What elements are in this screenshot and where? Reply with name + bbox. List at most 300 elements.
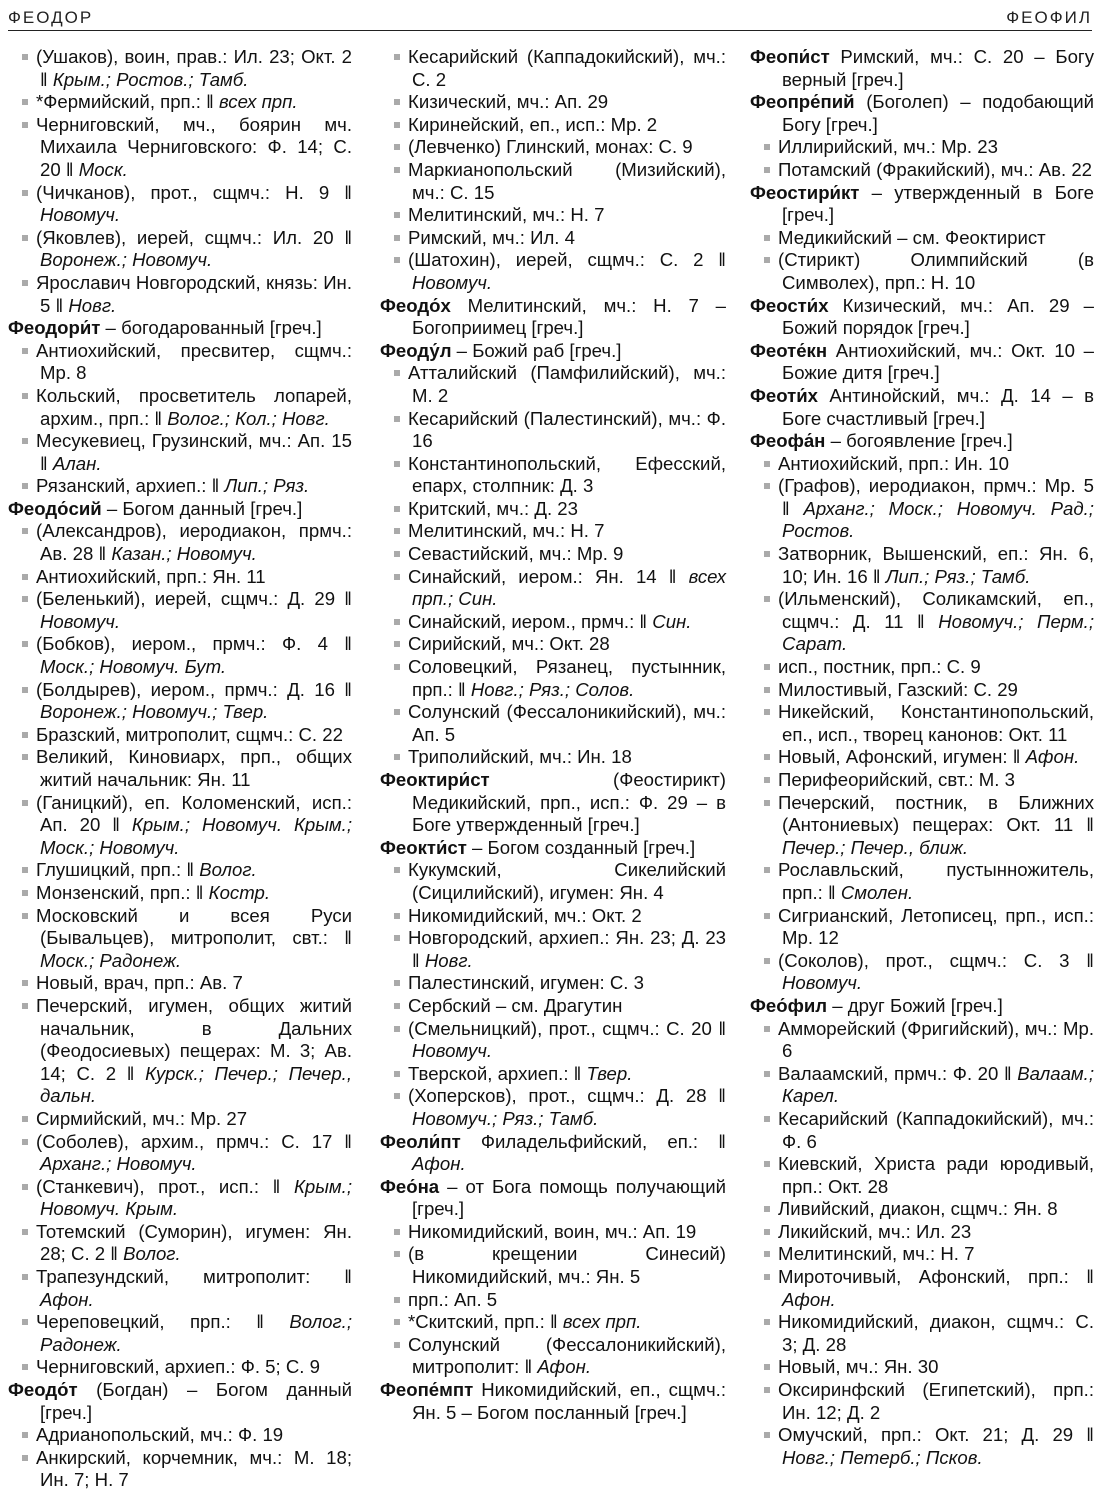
entry-text: Солунский (Фессалоникийский), мч.: Ап. 5: [408, 701, 726, 745]
square-bullet-icon: [22, 190, 28, 196]
region-list: Афон.: [537, 1356, 591, 1378]
entry-text: Никейский, Константинопольский, еп., исп., творец канонов: Окт. 11: [778, 701, 1094, 745]
headword: Феодо́сий: [8, 497, 102, 519]
header-right-word: ФЕОФИЛ: [1006, 8, 1092, 27]
sub-entry: (Хоперсков), прот., сщмч.: Д. 28 ‖ Новомуч.; Ряз.; Тамб.: [380, 1085, 726, 1130]
column-2: [380, 46, 726, 1424]
entry-text: (Смельницкий), прот., сщмч.: С. 20: [408, 1017, 712, 1039]
entry-text: Московский и всея Руси (Бывальцев), митрополит, свт.:: [36, 904, 352, 949]
sub-entry: Рославльский, пустынножитель, прп.: ‖ Смолен.: [750, 859, 1094, 904]
sub-entry: [8, 724, 352, 747]
sub-entry: [380, 114, 726, 137]
square-bullet-icon: [22, 574, 28, 580]
region-list: Казан.; Новомуч.: [111, 543, 257, 565]
entry-text: Валаамский, прмч.: Ф. 20: [778, 1062, 999, 1084]
sub-entry: [750, 656, 1094, 679]
square-bullet-icon: [394, 506, 400, 512]
region-list: всех прп.; Син.: [412, 565, 727, 610]
sub-entry: Мироточивый, Афонский, прп.: ‖ Афон.: [750, 1266, 1094, 1311]
headword-entry: [750, 182, 1094, 227]
entry-text: – от Бога помощь получающий [греч.]: [412, 1175, 726, 1220]
square-bullet-icon: [22, 800, 28, 806]
entry-text: Константинопольский, Ефесский, епарх, столпник: Д. 3: [408, 452, 726, 497]
entry-text: Никомидийский, воин, мч.: Ап. 19: [408, 1220, 697, 1242]
sub-entry: [750, 159, 1094, 182]
entry-text: Сирийский, мч.: Окт. 28: [408, 633, 610, 655]
entry-text: Великий, Киновиарх, прп., общих житий начальник: Ян. 11: [36, 746, 352, 790]
sub-entry: [8, 1356, 352, 1379]
sub-entry: [380, 159, 726, 204]
square-bullet-icon: [22, 1139, 28, 1145]
region-list: Крым.; Новомуч. Крым.; Моск.; Новомуч.: [40, 814, 353, 858]
sub-entry: Черниговский, мч., боярин мч. Михаила Черниговского: Ф. 14; С. 20 ‖ Моск.: [8, 114, 352, 182]
entry-text: (Феостирикт) Медикийский, прп., исп.: Ф. 29 – в Боге утвержденный [греч.]: [412, 769, 726, 836]
sub-entry: [750, 769, 1094, 792]
sub-entry: [380, 746, 726, 769]
headword: Феоте́кн: [750, 339, 828, 361]
region-list: Твер.: [586, 1062, 633, 1084]
headword-entry: [380, 1379, 726, 1424]
square-bullet-icon: [764, 235, 770, 241]
region-list: Новомуч.: [40, 610, 121, 632]
entry-text: Мелитинский, мч.: Н. 7: [408, 204, 605, 226]
headword: Феофа́н: [750, 430, 826, 452]
entry-text: Никомидийский, диакон, сщмч.: С. 3; Д. 28: [778, 1311, 1094, 1355]
running-header: [8, 4, 1092, 31]
square-bullet-icon: [22, 1116, 28, 1122]
entry-text: Месукевиец, Грузинский, мч.: Ап. 15: [36, 430, 352, 452]
entry-text: (Соколов), прот., сщмч.: С. 3: [778, 949, 1070, 971]
entry-text: Черниговский, архиеп.: Ф. 5; С. 9: [36, 1356, 320, 1378]
square-bullet-icon: [764, 913, 770, 919]
entry-text: Соловецкий, Рязанец, пустынник, прп.:: [408, 656, 726, 700]
square-bullet-icon: [394, 528, 400, 534]
region-list: Лип.; Ряз.; Тамб.: [885, 565, 1031, 587]
entry-text: Новый, Афонский, игумен:: [778, 746, 1008, 768]
entry-text: Солунский (Фессалоникийский), митрополит:: [408, 1333, 726, 1378]
sub-entry: (Ильменский), Соликамский, еп., сщмч.: Д. 11 ‖ Новомуч.; Перм.; Сарат.: [750, 588, 1094, 656]
square-bullet-icon: [22, 528, 28, 534]
entry-text: Палестинский, игумен: С. 3: [408, 972, 644, 994]
entry-text: Бразский, митрополит, сщмч.: С. 22: [36, 723, 343, 745]
headword: Феоти́х: [750, 384, 818, 406]
square-bullet-icon: [394, 574, 400, 580]
square-bullet-icon: [764, 958, 770, 964]
entry-text: прп.: Ап. 5: [408, 1288, 498, 1310]
square-bullet-icon: [394, 212, 400, 218]
square-bullet-icon: [394, 144, 400, 150]
sub-entry: (Соколов), прот., сщмч.: С. 3 ‖ Новомуч.: [750, 950, 1094, 995]
square-bullet-icon: [764, 483, 770, 489]
sub-entry: [8, 1447, 352, 1492]
entry-text: Трапезундский, митрополит:: [36, 1266, 311, 1288]
sub-entry: [380, 543, 726, 566]
square-bullet-icon: [22, 1364, 28, 1370]
sub-entry: [8, 340, 352, 385]
headword: Феоду́л: [380, 339, 452, 361]
headword: Феодо́т: [8, 1379, 78, 1401]
entry-text: Филадельфийский, еп.:: [460, 1130, 699, 1152]
square-bullet-icon: [394, 1297, 400, 1303]
entry-text: Римский, мч.: Ил. 4: [408, 226, 575, 248]
square-bullet-icon: [764, 754, 770, 760]
square-bullet-icon: [764, 709, 770, 715]
entry-text: (в крещении Синесий) Никомидийский, мч.: Ян. 5: [408, 1243, 726, 1288]
sub-entry: [380, 1221, 726, 1244]
headword-entry: [8, 1379, 352, 1424]
region-list: Валаам.; Карел.: [782, 1062, 1095, 1107]
square-bullet-icon: [764, 1319, 770, 1325]
entry-text: Анкирский, корчемник, мч.: М. 18; Ин. 7; Н. 7: [36, 1446, 352, 1491]
entry-text: Перифеорийский, свт.: М. 3: [778, 769, 1015, 790]
entry-text: Антиохийский, прп.: Ин. 10: [778, 452, 1009, 474]
entry-text: (Ганицкий), еп. Коломенский, исп.: Ап. 20: [36, 791, 352, 836]
sub-entry: [380, 1289, 726, 1312]
entry-text: Ярославич Новгородский, князь: Ин. 5: [36, 271, 352, 316]
entry-text: – Богом созданный [греч.]: [466, 836, 696, 858]
square-bullet-icon: [394, 709, 400, 715]
region-list: Воронеж.; Новомуч.: [40, 249, 213, 271]
square-bullet-icon: [22, 54, 28, 60]
region-list: Новомуч.: [782, 972, 863, 994]
sub-entry: Омучский, прп.: Окт. 21; Д. 29 ‖ Новг.; Петерб.; Псков.: [750, 1424, 1094, 1469]
entry-text: Ливийский, диакон, сщмч.: Ян. 8: [778, 1198, 1058, 1220]
entry-text: Новый, врач, прп.: Ав. 7: [36, 972, 243, 994]
region-list: Новг.: [424, 949, 473, 971]
region-list: Воронеж.; Новомуч.; Твер.: [40, 701, 269, 723]
entry-text: Антиохийский, пресвитер, сщмч.: Мр. 8: [36, 339, 352, 384]
sub-entry: Глушицкий, прп.: ‖ Волог.: [8, 859, 352, 882]
entry-text: Кизический, мч.: Ап. 29 – Божий порядок [греч.]: [782, 294, 1094, 339]
sub-entry: [750, 701, 1094, 746]
entry-text: Иллирийский, мч.: Мр. 23: [778, 136, 998, 158]
entry-text: Киринейский, еп., исп.: Мр. 2: [408, 113, 658, 135]
region-list: Волог.: [199, 859, 257, 881]
headword-entry: Феоли́пт Филадельфийский, еп.: ‖ Афон.: [380, 1130, 726, 1175]
square-bullet-icon: [394, 235, 400, 241]
sub-entry: (Болдырев), иером., прмч.: Д. 16 ‖ Воронеж.; Новомуч.; Твер.: [8, 679, 352, 724]
region-list: Афон.: [40, 1288, 94, 1310]
sub-entry: [8, 566, 352, 589]
headword-entry: [750, 340, 1094, 385]
square-bullet-icon: [394, 980, 400, 986]
entry-text: Маркианопольский (Мизийский), мч.: С. 15: [408, 158, 726, 203]
square-bullet-icon: [22, 890, 28, 896]
region-list: Афон.: [1025, 746, 1080, 768]
region-list: Смолен.: [840, 881, 914, 903]
square-bullet-icon: [22, 438, 28, 444]
entry-text: Новгородский, архиеп.: Ян. 23; Д. 23: [408, 927, 726, 949]
region-list: Костр.: [208, 881, 270, 903]
entry-text: Севастийский, мч.: Мр. 9: [408, 543, 624, 565]
square-bullet-icon: [394, 1229, 400, 1235]
sub-entry: [750, 1311, 1094, 1356]
headword-entry: [380, 1176, 726, 1221]
square-bullet-icon: [394, 1071, 400, 1077]
square-bullet-icon: [764, 1026, 770, 1032]
entry-text: Рославльский, пустынножитель, прп.:: [778, 859, 1094, 903]
sub-entry: Валаамский, прмч.: Ф. 20 ‖ Валаам.; Карел.: [750, 1063, 1094, 1108]
square-bullet-icon: [394, 754, 400, 760]
region-list: Волог.; Радонеж.: [40, 1311, 352, 1355]
sub-entry: [750, 1356, 1094, 1379]
sub-entry: (Графов), иеродиакон, прмч.: Мр. 5 ‖ Арханг.; Моск.; Новомуч. Рад.; Ростов.: [750, 475, 1094, 543]
square-bullet-icon: [764, 596, 770, 602]
square-bullet-icon: [22, 687, 28, 693]
sub-entry: [380, 520, 726, 543]
entry-text: Сербский – см. Драгутин: [408, 994, 623, 1016]
entry-text: Ликийский, мч.: Ил. 23: [778, 1220, 972, 1242]
entry-text: Синайский, иером.: Ян. 14: [408, 565, 657, 587]
square-bullet-icon: [764, 1071, 770, 1077]
region-list: Новг.; Ряз.; Солов.: [470, 678, 635, 700]
sub-entry: *Фермийский, прп.: ‖ всех прп.: [8, 91, 352, 114]
header-left-word: ФЕОДОР: [8, 8, 94, 27]
square-bullet-icon: [394, 54, 400, 60]
region-list: Новомуч.; Ряз.; Тамб.: [412, 1107, 599, 1129]
sub-entry: [380, 453, 726, 498]
sub-entry: Ярославич Новгородский, князь: Ин. 5 ‖ Новг.: [8, 272, 352, 317]
sub-entry: [750, 1221, 1094, 1244]
region-list: Моск.; Радонеж.: [40, 949, 182, 971]
sub-entry: Новгородский, архиеп.: Ян. 23; Д. 23 ‖ Новг.: [380, 927, 726, 972]
sub-entry: Московский и всея Руси (Бывальцев), митрополит, свт.: ‖ Моск.; Радонеж.: [8, 905, 352, 973]
entry-text: Новый, мч.: Ян. 30: [778, 1356, 939, 1378]
sub-entry: [380, 498, 726, 521]
headword-entry: [380, 837, 726, 860]
entry-text: – богодарованный [греч.]: [100, 317, 322, 339]
square-bullet-icon: [764, 1229, 770, 1235]
square-bullet-icon: [764, 144, 770, 150]
square-bullet-icon: [22, 1319, 28, 1325]
entry-text: Синайский, иером., прмч.:: [408, 610, 635, 632]
entry-text: (Левченко) Глинский, монах: С. 9: [408, 136, 693, 158]
region-list: Курск.; Печер.; Печер., дальн.: [40, 1062, 352, 1107]
sub-entry: [8, 746, 352, 791]
square-bullet-icon: [22, 348, 28, 354]
entry-text: Критский, мч.: Д. 23: [408, 497, 578, 519]
entry-text: (Болдырев), иером., прмч.: Д. 16: [36, 678, 335, 700]
headword: Феопре́пий: [750, 91, 855, 113]
entry-text: исп., постник, прп.: С. 9: [778, 656, 981, 678]
sub-entry: Печерский, игумен, общих житий начальник, в Дальних (Феодосиевых) пещерах: М. 3; Ав. 14; С. 2 ‖ Курск.; Печер.; Печер., дальн.: [8, 995, 352, 1108]
headword: Феодо́х: [380, 294, 451, 316]
headword-entry: [380, 769, 726, 837]
square-bullet-icon: [394, 1342, 400, 1348]
entry-text: Римский, мч.: С. 20 – Богу верный [греч.]: [782, 46, 1094, 90]
square-bullet-icon: [764, 664, 770, 670]
sub-entry: (Станкевич), прот., исп.: ‖ Крым.; Новомуч. Крым.: [8, 1176, 352, 1221]
square-bullet-icon: [394, 257, 400, 263]
region-list: Син.: [652, 610, 692, 632]
entry-text: (Графов), иеродиакон, прмч.: Мр. 5: [778, 475, 1094, 497]
entry-text: Монзенский, прп.:: [36, 881, 191, 903]
square-bullet-icon: [22, 393, 28, 399]
sub-entry: (Ганицкий), еп. Коломенский, исп.: Ап. 20 ‖ Крым.; Новомуч. Крым.; Моск.; Новомуч.: [8, 792, 352, 860]
entry-text: (Яковлев), иерей, сщмч.: Ил. 20: [36, 226, 334, 248]
sub-entry: [750, 679, 1094, 702]
entry-text: Никомидийский, еп., сщмч.: Ян. 5 – Богом посланный [греч.]: [412, 1379, 726, 1423]
square-bullet-icon: [394, 1093, 400, 1099]
entry-text: Потамский (Фракийский), мч.: Ав. 22: [778, 158, 1093, 180]
sub-entry: (Чичканов), прот., сщмч.: Н. 9 ‖ Новомуч.: [8, 182, 352, 227]
sub-entry: [380, 204, 726, 227]
sub-entry: (Беленький), иерей, сщмч.: Д. 29 ‖ Новомуч.: [8, 588, 352, 633]
region-list: Новг.; Петерб.; Псков.: [782, 1446, 983, 1468]
sub-entry: [380, 633, 726, 656]
region-list: Афон.: [782, 1288, 836, 1310]
sub-entry: (Яковлев), иерей, сщмч.: Ил. 20 ‖ Воронеж.; Новомуч.: [8, 227, 352, 272]
entry-text: Печерский, игумен, общих житий начальник, в Дальних (Феодосиевых) пещерах: М. 3; Ав. 14; С. 2: [36, 994, 352, 1084]
headword-entry: [380, 340, 726, 363]
entry-text: Кольский, просветитель лопарей, архим., прп.:: [36, 384, 352, 429]
entry-text: (Александров), иеродиакон, прмч.: Ав. 28: [36, 520, 352, 565]
sub-entry: [750, 1018, 1094, 1063]
entry-text: (Беленький), иерей, сщмч.: Д. 29: [36, 588, 336, 610]
sub-entry: [380, 972, 726, 995]
entry-text: Медикийский – см. Феоктирист: [778, 226, 1046, 248]
square-bullet-icon: [22, 1229, 28, 1235]
square-bullet-icon: [764, 1387, 770, 1393]
square-bullet-icon: [394, 867, 400, 873]
square-bullet-icon: [22, 754, 28, 760]
square-bullet-icon: [394, 619, 400, 625]
column-3: [750, 46, 1094, 1469]
region-list: Новомуч.: [412, 271, 493, 293]
region-list: Лип.; Ряз.: [224, 475, 310, 497]
region-list: Арханг.; Новомуч.: [40, 1153, 197, 1175]
sub-entry: [380, 905, 726, 928]
headword-entry: [380, 295, 726, 340]
entry-text: (Стирикт) Олимпийский (в Символех), прп.: Н. 10: [778, 249, 1094, 293]
square-bullet-icon: [764, 1116, 770, 1122]
square-bullet-icon: [22, 1003, 28, 1009]
region-list: Новомуч.: [412, 1040, 493, 1062]
sub-entry: [750, 1153, 1094, 1198]
entry-text: Сигрианский, Летописец, прп., исп.: Мр. 12: [778, 904, 1094, 949]
entry-text: (Богдан) – Богом данный [греч.]: [40, 1379, 352, 1423]
entry-text: Кесарийский (Каппадокийский), мч.: Ф. 6: [778, 1107, 1094, 1152]
square-bullet-icon: [394, 551, 400, 557]
entry-text: Оксиринфский (Египетский), прп.: Ин. 12; Д. 2: [778, 1379, 1094, 1423]
entry-text: Рязанский, архиеп.:: [36, 475, 207, 497]
entry-text: – богоявление [греч.]: [825, 430, 1013, 452]
sub-entry: [8, 1108, 352, 1131]
sub-entry: [750, 1108, 1094, 1153]
square-bullet-icon: [394, 370, 400, 376]
entry-text: Печерский, постник, в Ближних (Антониевых) пещерах: Окт. 11: [778, 791, 1094, 836]
region-list: Новомуч.: [40, 204, 121, 226]
headword: Феопи́ст: [750, 46, 830, 67]
entry-text: Амморейский (Фригийский), мч.: Мр. 6: [778, 1017, 1094, 1062]
region-list: Алан.: [52, 452, 102, 474]
headword: Феостири́кт: [750, 181, 860, 203]
sub-entry: [380, 91, 726, 114]
entry-text: Никомидийский, мч.: Окт. 2: [408, 904, 642, 926]
region-list: Моск.: [78, 158, 128, 180]
sub-entry: [380, 362, 726, 407]
square-bullet-icon: [764, 1364, 770, 1370]
sub-entry: Солунский (Фессалоникийский), митрополит: ‖ Афон.: [380, 1334, 726, 1379]
square-bullet-icon: [764, 167, 770, 173]
square-bullet-icon: [764, 461, 770, 467]
entry-text: *Фермийский, прп.:: [36, 91, 201, 113]
sub-entry: [380, 227, 726, 250]
entry-text: Черниговский, мч., боярин мч. Михаила Черниговского: Ф. 14; С. 20: [36, 113, 352, 180]
entry-text: (Боголеп) – подобающий Богу [греч.]: [782, 91, 1094, 135]
square-bullet-icon: [394, 1003, 400, 1009]
entry-text: Тотемский (Суморин), игумен: Ян. 28; С. 2: [36, 1220, 352, 1265]
entry-text: Омучский, прп.: Окт. 21; Д. 29: [778, 1424, 1074, 1446]
entry-text: Тверской, архиеп.:: [408, 1062, 569, 1084]
entry-text: Атталийский (Памфилийский), мч.: М. 2: [408, 362, 726, 406]
square-bullet-icon: [22, 867, 28, 873]
entry-text: – Божий раб [греч.]: [451, 339, 622, 361]
square-bullet-icon: [394, 99, 400, 105]
entry-text: *Скитский, прп.:: [408, 1311, 545, 1333]
square-bullet-icon: [22, 641, 28, 647]
sub-entry: [380, 995, 726, 1018]
entry-text: Кесарийский (Палестинский), мч.: Ф. 16: [408, 407, 726, 452]
square-bullet-icon: [394, 913, 400, 919]
column-1: [8, 46, 352, 1492]
entry-text: Антинойский, мч.: Д. 14 – в Боге счастливый [греч.]: [782, 384, 1094, 429]
region-list: Волог.: [123, 1243, 181, 1265]
square-bullet-icon: [22, 235, 28, 241]
headword-entry: [750, 995, 1094, 1018]
sub-entry: [8, 1424, 352, 1447]
sub-entry: [750, 136, 1094, 159]
square-bullet-icon: [394, 935, 400, 941]
sub-entry: Трапезундский, митрополит: ‖ Афон.: [8, 1266, 352, 1311]
sub-entry: (Соболев), архим., прмч.: С. 17 ‖ Арханг.; Новомуч.: [8, 1131, 352, 1176]
sub-entry: [750, 453, 1094, 476]
region-list: Крым.; Ростов.; Тамб.: [52, 68, 249, 90]
sub-entry: Тверской, архиеп.: ‖ Твер.: [380, 1063, 726, 1086]
square-bullet-icon: [22, 980, 28, 986]
entry-text: Сирмийский, мч.: Мр. 27: [36, 1107, 248, 1129]
entry-text: Мелитинский, мч.: Н. 7 – Богоприимец [греч.]: [412, 294, 726, 339]
sub-entry: Рязанский, архиеп.: ‖ Лип.; Ряз.: [8, 475, 352, 498]
headword: Фео́фил: [750, 994, 828, 1016]
region-list: Новг.: [68, 294, 117, 316]
sub-entry: [750, 1379, 1094, 1424]
sub-entry: [380, 701, 726, 746]
square-bullet-icon: [22, 1274, 28, 1280]
headword-entry: [8, 317, 352, 340]
entry-text: (Станкевич), прот., исп.:: [36, 1175, 259, 1197]
square-bullet-icon: [764, 800, 770, 806]
sub-entry: (Шатохин), иерей, сщмч.: С. 2 ‖ Новомуч.: [380, 249, 726, 294]
sub-entry: Синайский, иером., прмч.: ‖ Син.: [380, 611, 726, 634]
sub-entry: (Александров), иеродиакон, прмч.: Ав. 28 ‖ Казан.; Новомуч.: [8, 520, 352, 565]
entry-text: Затворник, Вышенский, еп.: Ян. 6, 10; Ин. 16: [778, 543, 1094, 587]
square-bullet-icon: [394, 167, 400, 173]
entry-text: (Бобков), иером., прмч.: Ф. 4: [36, 633, 328, 655]
sub-entry: [380, 136, 726, 159]
headword: Феоли́пт: [380, 1130, 461, 1152]
square-bullet-icon: [22, 1432, 28, 1438]
headword-entry: [750, 46, 1094, 91]
square-bullet-icon: [764, 551, 770, 557]
headword: Феоктири́ст: [380, 769, 490, 790]
headword: Феодори́т: [8, 317, 101, 339]
square-bullet-icon: [22, 99, 28, 105]
entry-text: (Шатохин), иерей, сщмч.: С. 2: [408, 249, 704, 271]
square-bullet-icon: [764, 1274, 770, 1280]
sub-entry: [8, 972, 352, 995]
sub-entry: Тотемский (Суморин), игумен: Ян. 28; С. 2 ‖ Волог.: [8, 1221, 352, 1266]
